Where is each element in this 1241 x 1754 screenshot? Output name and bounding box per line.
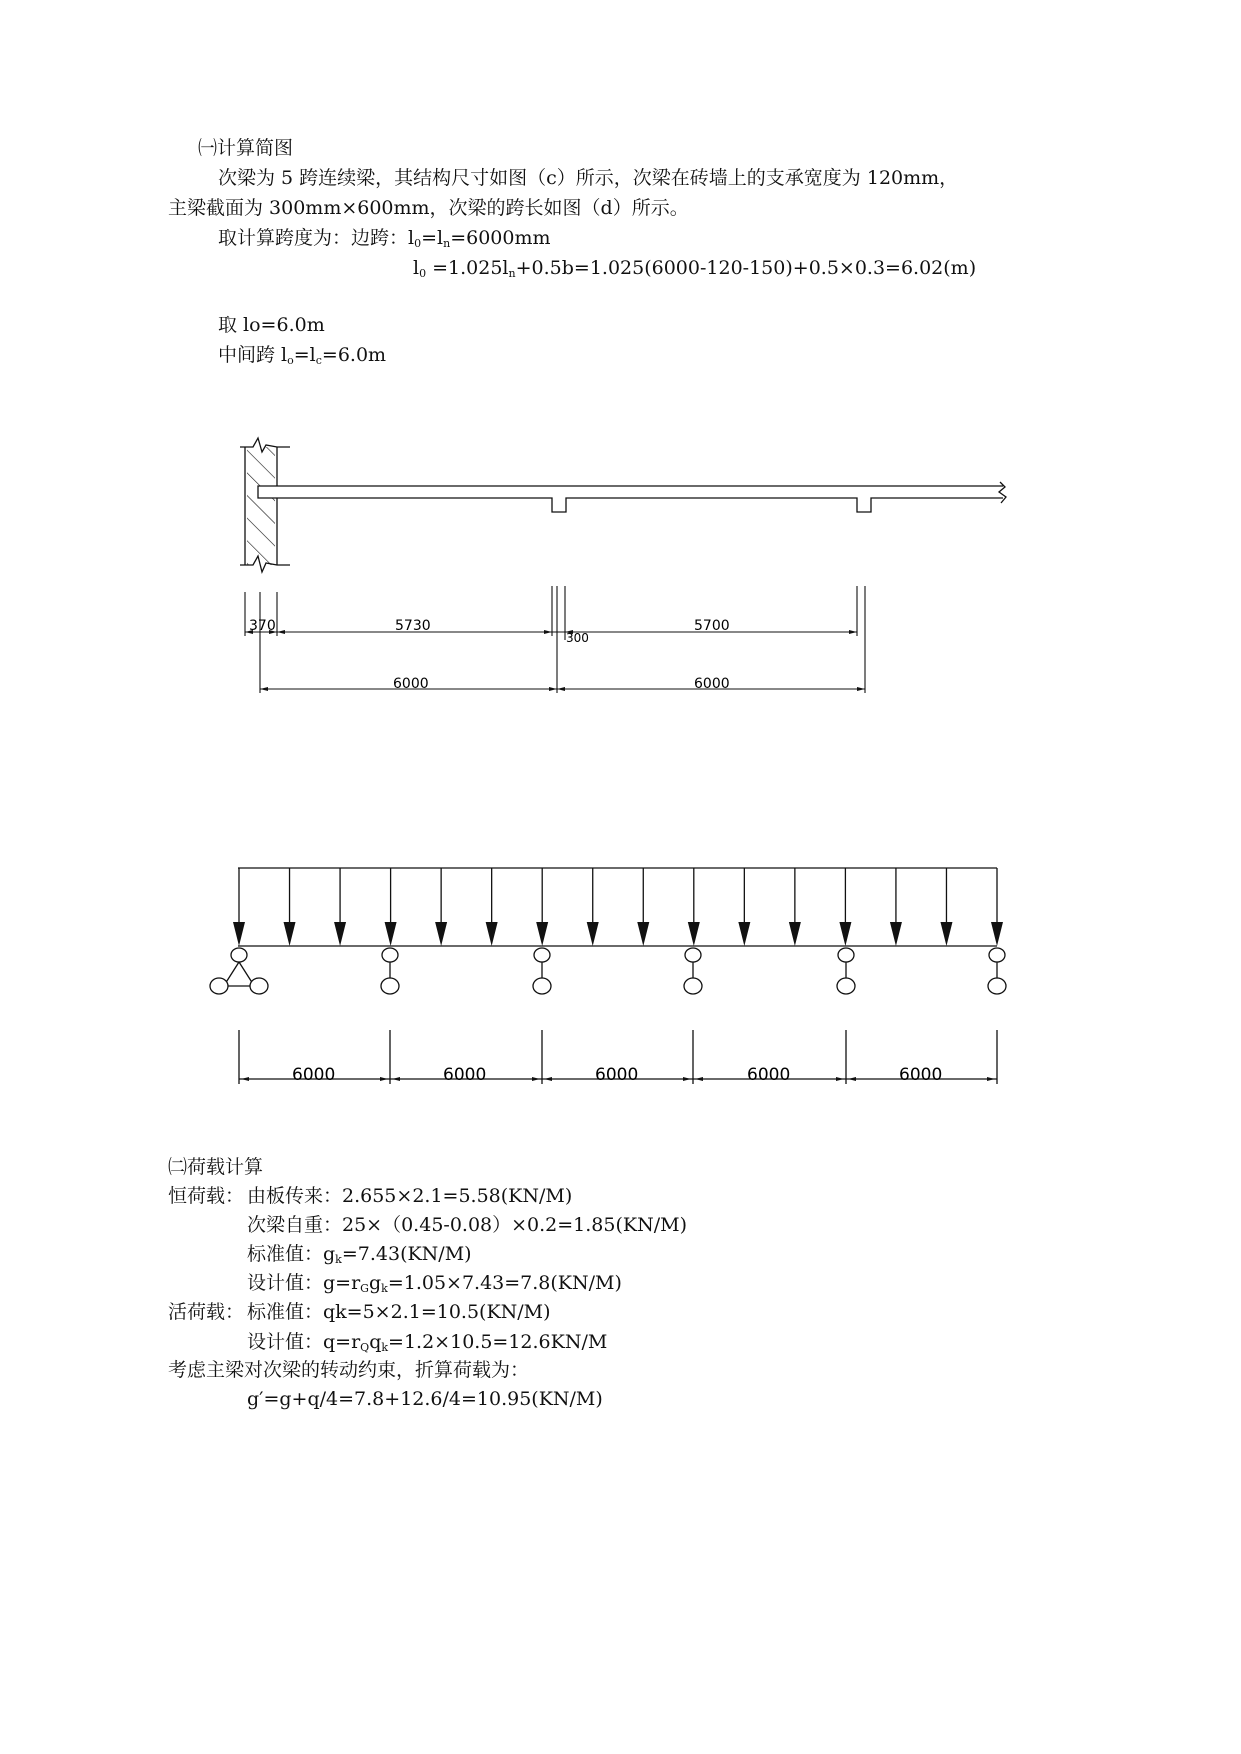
slab-outline: [258, 486, 1003, 512]
brick-wall: [247, 447, 275, 565]
live-load-design: [247, 1330, 607, 1354]
roller-support: [533, 948, 551, 994]
equation-part: =l: [421, 227, 444, 249]
span-dim-5: 6000: [899, 1065, 943, 1085]
roller-support: [837, 948, 855, 994]
dim-5700: 5700: [694, 618, 730, 634]
load-arrow: [940, 868, 952, 946]
dim-6000-b: 6000: [694, 676, 730, 692]
dim-300: 300: [566, 631, 589, 645]
consider-rotation: 考虑主梁对次梁的转动约束，折算荷载为：: [168, 1359, 530, 1381]
load-arrow: [486, 868, 498, 946]
subscript: k: [381, 1341, 389, 1354]
equation-part: =1.025l: [426, 257, 509, 279]
dim-6000-a: 6000: [393, 676, 429, 692]
dim-5730: 5730: [395, 618, 431, 634]
text-part: =1.05×7.43=7.8(KN/M): [387, 1272, 622, 1294]
figure-d-load-diagram: [238, 868, 997, 946]
live-load-label: 活荷载：: [168, 1301, 245, 1323]
span-dim-2: 6000: [443, 1065, 487, 1085]
span-dim-1: 6000: [292, 1065, 336, 1085]
subscript: n: [443, 237, 451, 250]
symbol-l: l: [281, 344, 288, 366]
subscript: Q: [360, 1341, 370, 1354]
text-part: =1.2×10.5=12.6KN/M: [388, 1331, 608, 1353]
equation-part: +0.5b=1.025(6000-120-150)+0.5×0.3=6.02(m): [515, 257, 977, 279]
text-part: =7.43(KN/M): [341, 1243, 472, 1265]
symbol-l: l: [408, 227, 415, 249]
dead-load-design: [247, 1271, 622, 1295]
span-dim-3: 6000: [595, 1065, 639, 1085]
subscript: n: [508, 267, 516, 280]
figure-c-structure: [240, 438, 1006, 572]
subscript: 0: [419, 267, 427, 280]
text-part: g: [368, 1272, 382, 1294]
subscript: k: [381, 1282, 388, 1295]
load-arrow: [789, 868, 801, 946]
live-load-standard: 标准值：qk=5×2.1=10.5(KN/M): [247, 1301, 551, 1323]
text-part: 标准值：g: [247, 1243, 336, 1265]
load-arrow: [890, 868, 902, 946]
roller-support: [381, 948, 399, 994]
equation-part: =l: [293, 344, 316, 366]
load-arrow: [637, 868, 649, 946]
supports: [210, 948, 1006, 994]
load-arrow: [738, 868, 750, 946]
subscript: k: [335, 1253, 342, 1266]
load-arrow: [587, 868, 599, 946]
roller-support: [988, 948, 1006, 994]
load-arrow: [233, 868, 245, 946]
dim-370: 370: [249, 618, 276, 634]
load-arrows: [233, 868, 1003, 946]
span-label: 取计算跨度为：边跨：: [218, 227, 409, 249]
section1-paragraph-2: 主梁截面为 300mm×600mm，次梁的跨长如图（d）所示。: [168, 197, 689, 219]
subscript: 0: [414, 237, 422, 250]
load-arrow: [385, 868, 397, 946]
equivalent-load: g′=g+q/4=7.8+12.6/4=10.95(KN/M): [247, 1388, 603, 1410]
equation-part: =6.0m: [321, 344, 387, 366]
dead-load-standard: [247, 1242, 472, 1266]
take-span: 取 lo=6.0m: [218, 314, 325, 336]
load-arrow: [536, 868, 548, 946]
text-part: q: [369, 1331, 382, 1353]
subscript: c: [315, 354, 322, 367]
text-part: 设计值：q=r: [247, 1331, 361, 1353]
load-arrow: [435, 868, 447, 946]
section2-heading: ㈡荷载计算: [168, 1156, 264, 1178]
dead-load-label: 恒荷载：: [168, 1185, 245, 1207]
dead-load-line-2: 次梁自重：25×（0.45-0.08）×0.2=1.85(KN/M): [247, 1214, 687, 1236]
subscript: o: [287, 354, 294, 367]
section1-heading: ㈠计算简图: [198, 137, 294, 159]
load-arrow: [284, 868, 296, 946]
mid-label: 中间跨: [218, 344, 282, 366]
figure-c-dimensions: [245, 586, 865, 693]
load-arrow: [334, 868, 346, 946]
section1-paragraph-1: 次梁为 5 跨连续梁，其结构尺寸如图（c）所示，次梁在砖墙上的支承宽度为 120mm，: [218, 167, 959, 189]
text-part: 设计值：g=r: [247, 1272, 361, 1294]
equation-part: =6000mm: [450, 227, 551, 249]
span-dim-4: 6000: [747, 1065, 791, 1085]
roller-support: [684, 948, 702, 994]
symbol-l: l: [413, 257, 420, 279]
load-arrow: [991, 868, 1003, 946]
pinned-support: [210, 948, 268, 994]
load-arrow: [688, 868, 700, 946]
load-arrow: [839, 868, 851, 946]
dead-load-line-1: 由板传来：2.655×2.1=5.58(KN/M): [247, 1185, 573, 1207]
subscript: G: [360, 1282, 369, 1295]
